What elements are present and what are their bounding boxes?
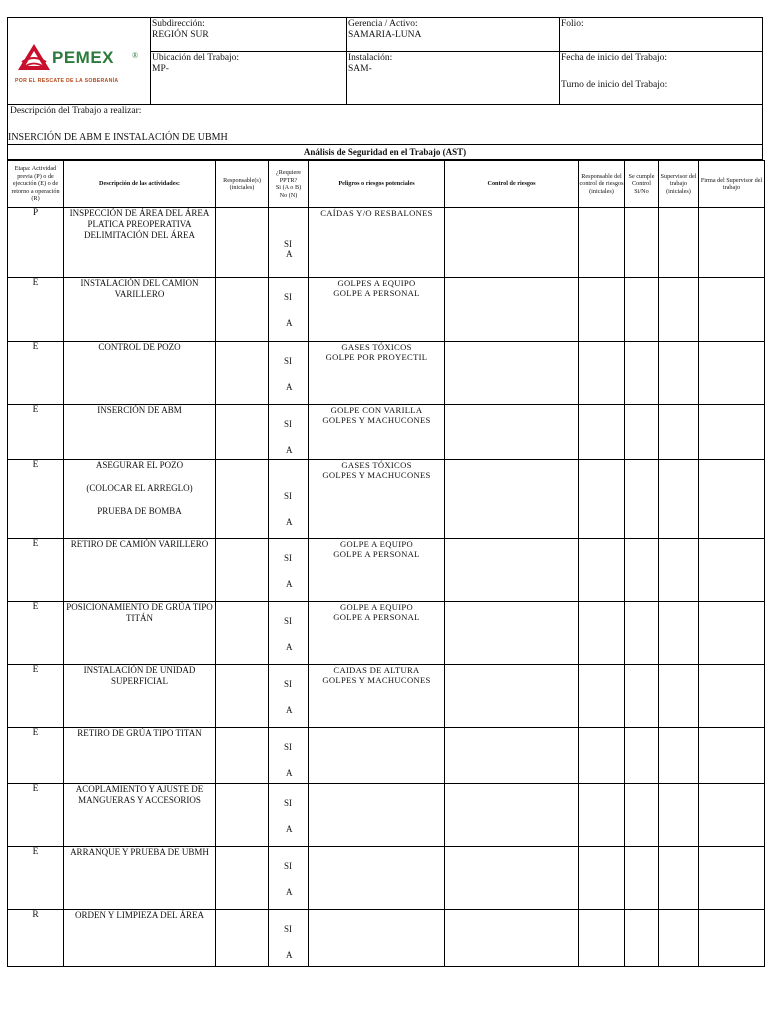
- firma-cell[interactable]: [699, 405, 765, 460]
- activity-text: INSPECCIÓN DE ÁREA DEL ÁREA PLATICA PREOPERATIVA DELIMITACIÓN DEL ÁREA: [69, 208, 210, 240]
- ubicacion-label: Ubicación del Trabajo:: [152, 53, 240, 63]
- activity-cell[interactable]: [64, 405, 216, 460]
- ast-title: Análisis de Seguridad en el Trabajo (AST): [7, 145, 763, 160]
- activity-cell[interactable]: [64, 602, 216, 665]
- pptr-type: A: [286, 382, 293, 392]
- instalacion-field: [346, 52, 394, 76]
- table-header-row: [8, 161, 765, 208]
- pptr-required: SI: [284, 356, 293, 366]
- pptr-cell[interactable]: [269, 847, 309, 910]
- control-cell[interactable]: [445, 460, 579, 539]
- activity-text: POSICIONAMIENTO DE GRÚA TIPO TITÁN: [66, 602, 213, 623]
- stage-cell[interactable]: [8, 208, 64, 278]
- control-cell[interactable]: [445, 665, 579, 728]
- stage-value: E: [32, 278, 39, 288]
- folio-label: Folio:: [561, 19, 584, 29]
- control-cell[interactable]: [445, 342, 579, 405]
- pptr-cell[interactable]: [269, 665, 309, 728]
- pptr-type: A: [286, 950, 293, 960]
- pptr-cell[interactable]: [269, 784, 309, 847]
- stage-value: P: [32, 208, 39, 218]
- responsable-cell[interactable]: [216, 728, 269, 784]
- pptr-required: SI: [284, 419, 293, 429]
- supervisor-cell[interactable]: [659, 342, 699, 405]
- supervisor-cell[interactable]: [659, 405, 699, 460]
- table-row: [8, 539, 765, 602]
- pptr-cell[interactable]: [269, 342, 309, 405]
- stage-value: E: [32, 405, 39, 415]
- table-row: [8, 208, 765, 278]
- pptr-required: SI: [284, 742, 293, 752]
- table-row: [8, 728, 765, 784]
- hazard-text: CAIDAS DE ALTURA: [333, 665, 420, 675]
- activity-cell[interactable]: [64, 784, 216, 847]
- table-row: [8, 460, 765, 539]
- activity-text: RETIRO DE GRÚA TIPO TITAN: [77, 728, 202, 738]
- ast-form: [7, 17, 764, 967]
- pptr-required: SI: [284, 491, 293, 501]
- cumple-cell[interactable]: [625, 728, 659, 784]
- pptr-type: A: [286, 824, 293, 834]
- table-body: [8, 208, 765, 967]
- ubicacion-value[interactable]: MP-: [152, 64, 169, 74]
- activity-text: ARRANQUE Y PRUEBA DE UBMH: [70, 847, 209, 857]
- firma-cell[interactable]: [699, 602, 765, 665]
- pptr-required: SI: [284, 292, 293, 302]
- pptr-required: SI: [284, 616, 293, 626]
- table-row: [8, 342, 765, 405]
- pemex-slogan: POR EL RESCATE DE LA SOBERANÍA: [15, 78, 119, 84]
- hazards-cell[interactable]: [309, 405, 445, 460]
- hazard-text: GOLPES Y MACHUCONES: [322, 675, 431, 685]
- table-row: [8, 784, 765, 847]
- hazard-text: GOLPES Y MACHUCONES: [322, 415, 431, 425]
- pptr-type: A: [286, 249, 293, 259]
- responsable-cell[interactable]: [216, 342, 269, 405]
- resp-control-cell[interactable]: [579, 602, 625, 665]
- stage-cell[interactable]: [8, 342, 64, 405]
- resp-control-cell[interactable]: [579, 278, 625, 342]
- stage-cell[interactable]: [8, 278, 64, 342]
- pptr-type: A: [286, 768, 293, 778]
- turno-label: Turno de inicio del Trabajo:: [561, 80, 668, 90]
- resp-control-cell[interactable]: [579, 405, 625, 460]
- supervisor-cell[interactable]: [659, 784, 699, 847]
- activity-text: ORDEN Y LIMPIEZA DEL ÁREA: [75, 910, 204, 920]
- stage-cell[interactable]: [8, 728, 64, 784]
- stage-value: E: [32, 728, 39, 738]
- stage-cell[interactable]: [8, 602, 64, 665]
- table-row: [8, 910, 765, 967]
- hazards-cell[interactable]: [309, 665, 445, 728]
- col-pptr: [269, 161, 309, 208]
- instalacion-value[interactable]: SAM-: [348, 64, 372, 74]
- resp-control-cell[interactable]: [579, 665, 625, 728]
- firma-cell[interactable]: [699, 208, 765, 278]
- cumple-cell[interactable]: [625, 342, 659, 405]
- hazard-text: GOLPES Y MACHUCONES: [322, 470, 431, 480]
- pemex-logo: [8, 18, 151, 104]
- gerencia-label: Gerencia / Activo:: [348, 19, 418, 29]
- firma-cell[interactable]: [699, 539, 765, 602]
- cumple-cell[interactable]: [625, 208, 659, 278]
- pptr-cell[interactable]: [269, 278, 309, 342]
- instalacion-label: Instalación:: [348, 53, 393, 63]
- pptr-required: SI: [284, 924, 293, 934]
- fecha-field[interactable]: [559, 52, 669, 65]
- stage-cell[interactable]: [8, 665, 64, 728]
- stage-cell[interactable]: [8, 539, 64, 602]
- cumple-cell[interactable]: [625, 405, 659, 460]
- activity-cell[interactable]: [64, 847, 216, 910]
- supervisor-cell[interactable]: [659, 460, 699, 539]
- supervisor-cell[interactable]: [659, 728, 699, 784]
- activity-cell[interactable]: [64, 665, 216, 728]
- resp-control-cell[interactable]: [579, 728, 625, 784]
- activity-text: CONTROL DE POZO: [98, 342, 181, 352]
- firma-cell[interactable]: [699, 847, 765, 910]
- pptr-type: A: [286, 318, 293, 328]
- resp-control-cell[interactable]: [579, 539, 625, 602]
- supervisor-cell[interactable]: [659, 665, 699, 728]
- description-label: Descripción del Trabajo a realizar:: [10, 106, 142, 116]
- responsable-cell[interactable]: [216, 539, 269, 602]
- stage-value: E: [32, 342, 39, 352]
- supervisor-cell[interactable]: [659, 208, 699, 278]
- activity-cell[interactable]: [64, 539, 216, 602]
- stage-value: E: [32, 847, 39, 857]
- work-description: [7, 105, 763, 145]
- stage-value: E: [32, 665, 39, 675]
- stage-value: E: [32, 784, 39, 794]
- control-cell[interactable]: [445, 278, 579, 342]
- resp-control-cell[interactable]: [579, 847, 625, 910]
- activity-cell[interactable]: [64, 342, 216, 405]
- pptr-type: A: [286, 705, 293, 715]
- hazard-text: GOLPE A EQUIPO: [340, 602, 413, 612]
- gerencia-field: [346, 18, 423, 42]
- supervisor-cell[interactable]: [659, 602, 699, 665]
- pptr-cell[interactable]: [269, 910, 309, 967]
- col-firma: Firma del Supervisor del trabajo: [699, 161, 765, 208]
- hazard-text: GOLPES A EQUIPO: [337, 278, 416, 288]
- stage-value: E: [32, 539, 39, 549]
- control-cell[interactable]: [445, 910, 579, 967]
- cumple-cell[interactable]: [625, 847, 659, 910]
- pptr-cell[interactable]: [269, 539, 309, 602]
- pptr-cell[interactable]: [269, 208, 309, 278]
- supervisor-cell[interactable]: [659, 278, 699, 342]
- cumple-cell[interactable]: [625, 460, 659, 539]
- control-cell[interactable]: [445, 539, 579, 602]
- pptr-type: A: [286, 642, 293, 652]
- resp-control-cell[interactable]: [579, 342, 625, 405]
- hazards-cell[interactable]: [309, 208, 445, 278]
- folio-field[interactable]: [559, 18, 586, 31]
- stage-cell[interactable]: [8, 847, 64, 910]
- pptr-cell[interactable]: [269, 460, 309, 539]
- col-etapa: Etapa: Actividad previa (P) o de ejecución (E) o de retorno a operación (R): [8, 161, 64, 208]
- hazard-text: GOLPE CON VARILLA: [330, 405, 423, 415]
- responsable-cell[interactable]: [216, 910, 269, 967]
- hazard-text: GASES TÓXICOS: [341, 460, 412, 470]
- hazards-cell[interactable]: [309, 784, 445, 847]
- pptr-type: A: [286, 887, 293, 897]
- control-cell[interactable]: [445, 208, 579, 278]
- subdireccion-value[interactable]: REGIÓN SUR: [152, 30, 209, 40]
- pptr-cell[interactable]: [269, 728, 309, 784]
- supervisor-cell[interactable]: [659, 847, 699, 910]
- hazard-text: GASES TÓXICOS: [341, 342, 412, 352]
- turno-field[interactable]: [559, 79, 669, 92]
- pptr-type: A: [286, 579, 293, 589]
- cumple-cell[interactable]: [625, 539, 659, 602]
- responsable-cell[interactable]: [216, 208, 269, 278]
- supervisor-cell[interactable]: [659, 539, 699, 602]
- supervisor-cell[interactable]: [659, 910, 699, 967]
- resp-control-cell[interactable]: [579, 208, 625, 278]
- pptr-type: A: [286, 517, 293, 527]
- control-cell[interactable]: [445, 784, 579, 847]
- pptr-required: SI: [284, 798, 293, 808]
- hazard-text: GOLPE A PERSONAL: [333, 549, 420, 559]
- col-control: Control de riesgos: [445, 161, 579, 208]
- col-cumple: Se cumple Control Si/No: [625, 161, 659, 208]
- pemex-brand: PEMEX: [52, 48, 115, 67]
- stage-cell[interactable]: [8, 784, 64, 847]
- pptr-required: SI: [284, 553, 293, 563]
- registered-mark: ®: [132, 51, 139, 60]
- cumple-cell[interactable]: [625, 665, 659, 728]
- hazard-text: GOLPE A PERSONAL: [333, 288, 420, 298]
- pptr-required: SI: [284, 861, 293, 871]
- activity-text: PRUEBA DE BOMBA: [97, 506, 182, 516]
- firma-cell[interactable]: [699, 728, 765, 784]
- subdireccion-label: Subdirección:: [152, 19, 205, 29]
- responsable-cell[interactable]: [216, 847, 269, 910]
- hazards-cell[interactable]: [309, 847, 445, 910]
- firma-cell[interactable]: [699, 665, 765, 728]
- col-peligros: Peligros o riesgos potenciales: [309, 161, 445, 208]
- control-cell[interactable]: [445, 602, 579, 665]
- pemex-eagle-icon: [16, 42, 52, 74]
- control-cell[interactable]: [445, 405, 579, 460]
- pptr-type: A: [286, 445, 293, 455]
- resp-control-cell[interactable]: [579, 460, 625, 539]
- table-row: [8, 602, 765, 665]
- firma-cell[interactable]: [699, 784, 765, 847]
- responsable-cell[interactable]: [216, 405, 269, 460]
- firma-cell[interactable]: [699, 460, 765, 539]
- stage-cell[interactable]: [8, 910, 64, 967]
- fecha-label: Fecha de inicio del Trabajo:: [561, 53, 668, 63]
- responsable-cell[interactable]: [216, 278, 269, 342]
- hazards-cell[interactable]: [309, 539, 445, 602]
- hazards-cell[interactable]: [309, 728, 445, 784]
- stage-value: E: [32, 460, 39, 470]
- activity-text: INSTALACIÓN DEL CAMION VARILLERO: [80, 278, 199, 299]
- description-value[interactable]: INSERCIÓN DE ABM E INSTALACIÓN DE UBMH: [8, 132, 228, 143]
- cumple-cell[interactable]: [625, 910, 659, 967]
- responsable-cell[interactable]: [216, 665, 269, 728]
- col-supervisor: Supervisor del trabajo (iniciales): [659, 161, 699, 208]
- firma-cell[interactable]: [699, 278, 765, 342]
- form-header: [7, 17, 763, 105]
- ubicacion-field: [150, 52, 241, 76]
- activity-cell[interactable]: [64, 208, 216, 278]
- table-row: [8, 278, 765, 342]
- subdireccion-field: [150, 18, 211, 42]
- pptr-required: SI: [284, 679, 293, 689]
- col-responsable: Responsable(s) (iniciales): [216, 161, 269, 208]
- cumple-cell[interactable]: [625, 278, 659, 342]
- activity-text: ACOPLAMIENTO Y AJUSTE DE MANGUERAS Y ACCESORIOS: [75, 784, 204, 805]
- hazard-text: GOLPE A EQUIPO: [340, 539, 413, 549]
- stage-value: R: [32, 910, 39, 920]
- resp-control-cell[interactable]: [579, 784, 625, 847]
- table-row: [8, 665, 765, 728]
- stage-cell[interactable]: [8, 460, 64, 539]
- activity-text: (COLOCAR EL ARREGLO): [86, 483, 193, 493]
- hazard-text: GOLPE POR PROYECTIL: [325, 352, 428, 362]
- control-cell[interactable]: [445, 728, 579, 784]
- activity-text: RETIRO DE CAMIÓN VARILLERO: [70, 539, 209, 549]
- responsable-cell[interactable]: [216, 460, 269, 539]
- col-descripcion: Descripción de las actividades:: [64, 161, 216, 208]
- table-row: [8, 405, 765, 460]
- activity-text: ASEGURAR EL POZO: [95, 460, 184, 470]
- resp-control-cell[interactable]: [579, 910, 625, 967]
- activity-cell[interactable]: [64, 728, 216, 784]
- responsable-cell[interactable]: [216, 602, 269, 665]
- hazards-cell[interactable]: [309, 342, 445, 405]
- ast-table: [7, 160, 765, 967]
- col-pptr-options: Si (A o B): [275, 184, 302, 191]
- cumple-cell[interactable]: [625, 602, 659, 665]
- gerencia-value[interactable]: SAMARIA-LUNA: [348, 30, 422, 40]
- stage-cell[interactable]: [8, 405, 64, 460]
- cumple-cell[interactable]: [625, 784, 659, 847]
- firma-cell[interactable]: [699, 910, 765, 967]
- pptr-cell[interactable]: [269, 602, 309, 665]
- col-pptr-question: ¿Requiere PPTR?: [275, 169, 302, 184]
- activity-cell[interactable]: [64, 460, 216, 539]
- table-row: [8, 847, 765, 910]
- hazards-cell[interactable]: [309, 602, 445, 665]
- hazards-cell[interactable]: [309, 460, 445, 539]
- control-cell[interactable]: [445, 847, 579, 910]
- firma-cell[interactable]: [699, 342, 765, 405]
- col-pptr-no: No (N): [279, 191, 298, 199]
- activity-text: INSTALACIÓN DE UNIDAD SUPERFICIAL: [83, 665, 196, 686]
- responsable-cell[interactable]: [216, 784, 269, 847]
- hazards-cell[interactable]: [309, 278, 445, 342]
- activity-text: INSERCIÓN DE ABM: [97, 405, 182, 415]
- hazard-text: CAÍDAS Y/O RESBALONES: [320, 208, 433, 218]
- stage-value: E: [32, 602, 39, 612]
- hazard-text: GOLPE A PERSONAL: [333, 612, 420, 622]
- pptr-cell[interactable]: [269, 405, 309, 460]
- activity-cell[interactable]: [64, 910, 216, 967]
- col-resp-control: Responsable del control de riesgos (iniciales): [579, 161, 625, 208]
- pptr-required: SI: [284, 239, 293, 249]
- hazards-cell[interactable]: [309, 910, 445, 967]
- activity-cell[interactable]: [64, 278, 216, 342]
